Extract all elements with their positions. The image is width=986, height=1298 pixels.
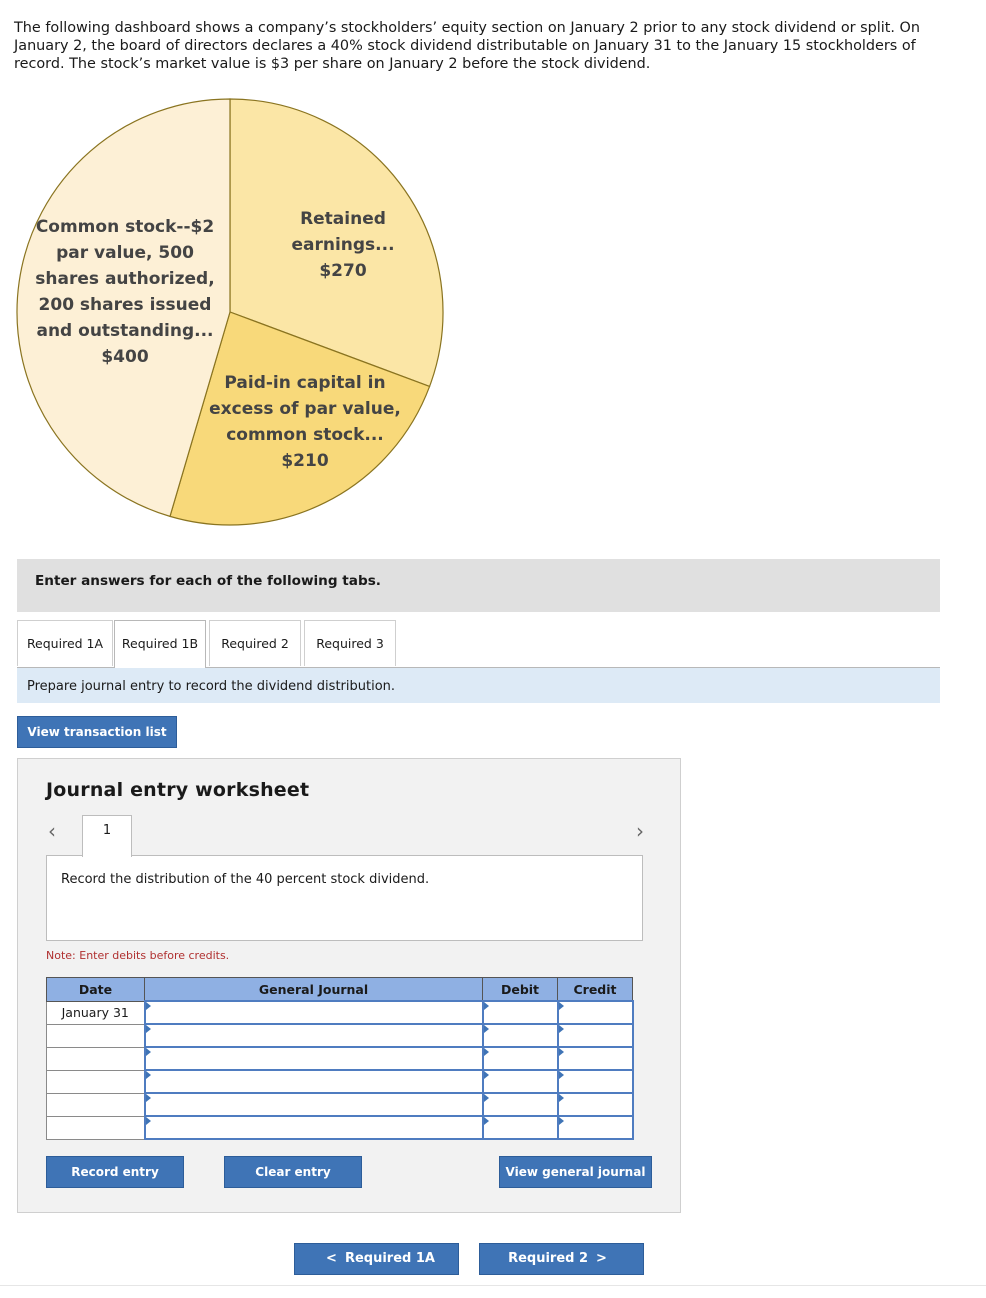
tab-required-1b[interactable]: Required 1B xyxy=(114,620,206,668)
clear-entry-button[interactable]: Clear entry xyxy=(224,1156,362,1188)
instructions-text: Enter answers for each of the following tabs. xyxy=(35,573,381,589)
next-required-button[interactable] xyxy=(479,1243,644,1275)
account-input[interactable] xyxy=(145,1093,483,1116)
prompt-bar xyxy=(17,668,940,703)
journal-table xyxy=(46,977,634,1140)
date-cell[interactable] xyxy=(47,1047,145,1070)
transaction-description: Record the distribution of the 40 percent stock dividend. xyxy=(61,872,430,887)
footer-divider xyxy=(0,1285,986,1286)
account-input[interactable] xyxy=(145,1070,483,1093)
general-journal-header: General Journal xyxy=(145,978,483,1002)
view-general-journal-button[interactable]: View general journal xyxy=(499,1156,652,1188)
debit-input[interactable] xyxy=(483,1001,558,1024)
table-row xyxy=(47,1024,633,1047)
worksheet-title: Journal entry worksheet xyxy=(46,779,310,801)
pie-chart-svg xyxy=(0,90,460,540)
credit-input[interactable] xyxy=(558,1093,633,1116)
credit-input[interactable] xyxy=(558,1047,633,1070)
record-entry-button[interactable]: Record entry xyxy=(46,1156,184,1188)
debit-input[interactable] xyxy=(483,1070,558,1093)
tab-bar xyxy=(17,620,940,668)
table-row xyxy=(47,1116,633,1139)
tab-required-3[interactable]: Required 3 xyxy=(304,620,396,666)
credit-input[interactable] xyxy=(558,1024,633,1047)
account-input[interactable] xyxy=(145,1047,483,1070)
account-input[interactable] xyxy=(145,1116,483,1139)
equity-pie-chart xyxy=(0,90,460,540)
debit-input[interactable] xyxy=(483,1024,558,1047)
chevron-right-icon[interactable]: › xyxy=(636,819,644,843)
date-header: Date xyxy=(47,978,145,1002)
pie-slice-label-0: Retained earnings... $270 xyxy=(291,209,395,281)
prev-required-button[interactable] xyxy=(294,1243,459,1275)
tab-required-2[interactable]: Required 2 xyxy=(209,620,301,666)
instructions-bar xyxy=(17,559,940,612)
table-row xyxy=(47,1047,633,1070)
prompt-text: Prepare journal entry to record the dividend distribution. xyxy=(27,679,396,694)
chevron-right-icon: > xyxy=(596,1251,607,1266)
chevron-left-icon[interactable]: ‹ xyxy=(48,819,56,843)
view-transaction-list-button[interactable]: View transaction list xyxy=(17,716,177,748)
date-cell[interactable] xyxy=(47,1093,145,1116)
debit-credit-note: Note: Enter debits before credits. xyxy=(46,949,230,962)
date-cell[interactable] xyxy=(47,1116,145,1139)
date-cell[interactable] xyxy=(47,1070,145,1093)
credit-input[interactable] xyxy=(558,1001,633,1024)
account-input[interactable] xyxy=(145,1001,483,1024)
table-row xyxy=(47,1001,633,1024)
table-row xyxy=(47,1070,633,1093)
table-row xyxy=(47,1093,633,1116)
debit-header: Debit xyxy=(483,978,558,1002)
prev-required-label: Required 1A xyxy=(344,1251,435,1266)
tab-required-1a[interactable]: Required 1A xyxy=(17,620,113,666)
debit-input[interactable] xyxy=(483,1047,558,1070)
debit-input[interactable] xyxy=(483,1093,558,1116)
date-cell[interactable]: January 31 xyxy=(47,1001,145,1024)
step-tab-1[interactable]: 1 xyxy=(82,815,132,857)
account-input[interactable] xyxy=(145,1024,483,1047)
journal-entry-worksheet xyxy=(17,758,681,1213)
credit-input[interactable] xyxy=(558,1116,633,1139)
transaction-description-box xyxy=(46,855,643,941)
pie-slice-label-1: Paid-in capital in excess of par value, common stock... $210 xyxy=(209,373,401,471)
date-cell[interactable] xyxy=(47,1024,145,1047)
chevron-left-icon: < xyxy=(326,1251,337,1266)
problem-statement: The following dashboard shows a company’s stockholders’ equity section on January 2 prior to any stock dividend or split. On January 2, the board of directors declares a 40% stock dividend distributable on January 31 to the January 15 stockholders of record. The stock’s market value is $3 per share on January 2 before the stock dividend. xyxy=(14,20,920,72)
pie-slice-label-2: Common stock--$2 par value, 500 shares authorized, 200 shares issued and outstanding... $400 xyxy=(35,217,215,367)
next-required-label: Required 2 xyxy=(508,1251,589,1266)
debit-input[interactable] xyxy=(483,1116,558,1139)
credit-header: Credit xyxy=(558,978,633,1002)
credit-input[interactable] xyxy=(558,1070,633,1093)
journal-header-row xyxy=(47,978,633,1002)
